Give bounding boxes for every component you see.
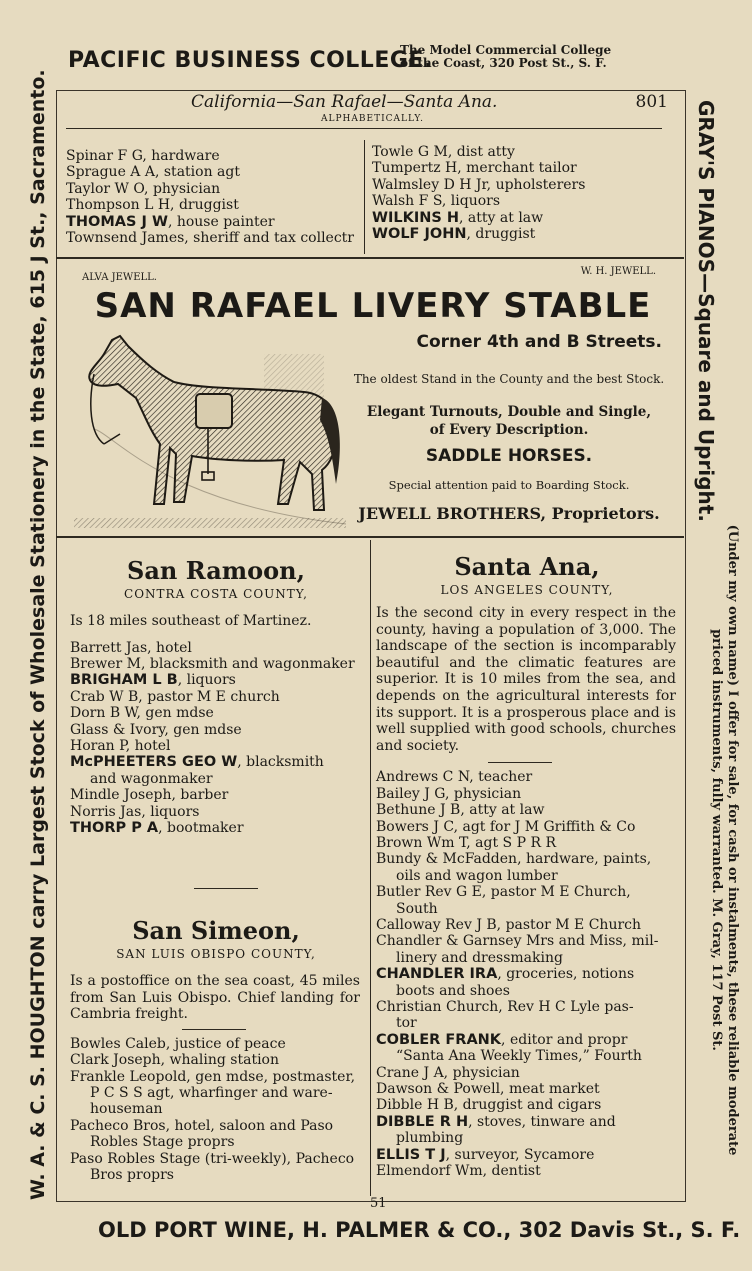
ad-name-right: W. H. JEWELL. — [580, 266, 656, 277]
listing-name-bold: WILKINS H — [372, 209, 460, 226]
ad-line5: Special attention paid to Boarding Stock. — [388, 478, 630, 492]
county-label: CONTRA COSTA COUNTY, — [124, 587, 308, 601]
listing-detail: , surveyor, Sycamore — [445, 1146, 595, 1163]
place-heading: Santa Ana, — [454, 552, 600, 581]
page-header — [66, 92, 674, 126]
listing-entry: Spinar F G, hardware — [66, 148, 220, 164]
listing-entry: Norris Jas, liquors — [70, 803, 200, 820]
ad-address: Corner 4th and B Streets. — [416, 332, 662, 352]
listing-entry: Towle G M, dist atty — [372, 144, 515, 160]
san-simeon-list — [70, 1036, 362, 1184]
left-margin-ad — [14, 69, 62, 1200]
listing-entry: Bowers J C, agt for J M Griffith & Co — [376, 818, 636, 835]
listing-entry: South — [396, 900, 438, 917]
right-margin-ad-body — [690, 520, 740, 1160]
listing-entry: Butler Rev G E, pastor M E Church, — [376, 884, 631, 901]
page-subtitle: ALPHABETICALLY. — [321, 114, 425, 124]
section-san-ramoon — [70, 556, 362, 836]
bottom-column-divider — [370, 540, 371, 1196]
listing-entry: Clark Joseph, whaling station — [70, 1052, 279, 1069]
listing-entry — [376, 1114, 678, 1130]
listing-entry: Dibble H B, druggist and cigars — [376, 1097, 602, 1114]
listing-entry: Sprague A A, station agt — [66, 164, 240, 181]
top-banner-sub-line2: of the Coast, 320 Post St., S. F. — [400, 56, 607, 70]
ad-bottom-rule — [56, 536, 684, 538]
listing-entry: Brown Wm T, agt S P R R — [376, 834, 556, 851]
listing-detail: , editor and propr — [501, 1031, 628, 1048]
county-label: SAN LUIS OBISPO COUNTY, — [116, 947, 316, 961]
listing-entry — [70, 672, 362, 688]
livery-stable-ad — [66, 262, 678, 532]
top-banner — [0, 40, 752, 88]
listing-name-bold: WOLF JOHN — [372, 226, 467, 243]
santa-ana-list — [376, 769, 678, 1179]
page-title: California—San Rafael—Santa Ana. — [191, 92, 498, 112]
listing-entry: Brewer M, blacksmith and wagonmaker — [70, 656, 355, 672]
place-description: Is 18 miles southeast of Martinez. — [70, 613, 312, 629]
listing-entry: Chandler & Garnsey Mrs and Miss, mil- — [376, 933, 659, 950]
listing-name-bold: CHANDLER IRA — [376, 966, 498, 983]
place-description: Is the second city in every respect in the county, having a population of 3,000. The landscape of the section is incomparably beautiful and the climatic features are superior. It is 10 miles from the sea, and depends on the agricultural interests for its support. It is a prosperous place and is well supplied with good schools, churches and society. — [376, 605, 676, 754]
top-banner-main: PACIFIC BUSINESS COLLEGE. — [68, 48, 433, 73]
listing-detail: , house painter — [167, 213, 275, 230]
listing-detail: , bootmaker — [158, 820, 244, 837]
listing-name-bold: ELLIS T J — [376, 1146, 446, 1163]
section-rule — [182, 1029, 246, 1030]
listing-entry: boots and shoes — [396, 982, 510, 999]
listing-name-bold: THOMAS J W — [66, 213, 168, 230]
listing-entry: and wagonmaker — [90, 770, 213, 787]
section-rule — [488, 762, 552, 763]
place-description: Is a postoffice on the sea coast, 45 miles from San Luis Obispo. Chief landing for Cambria freight. — [70, 973, 360, 1023]
ad-line4: SADDLE HORSES. — [425, 446, 593, 466]
listing-entry: Barrett Jas, hotel — [70, 639, 192, 656]
place-heading: San Simeon, — [132, 916, 300, 945]
listing-detail: , druggist — [466, 226, 536, 243]
horse-illustration — [74, 334, 346, 528]
top-column-divider — [364, 140, 365, 254]
listing-entry: Bailey J G, physician — [376, 785, 522, 802]
ad-line1: The oldest Stand in the County and the best Stock. — [353, 372, 665, 386]
right-margin-ad-body-text: (Under my own name) I offer for sale, for cash or instalments, these reliable moderate priced instruments, fully warranted. M. Gray, 117 Post St. — [709, 524, 740, 1156]
signature-mark: 51 — [370, 1196, 387, 1211]
listing-entry: Walsh F S, liquors — [372, 193, 501, 210]
right-margin-ad-title-text: GRAY'S PIANOS—Square and Upright. — [694, 100, 718, 522]
listing-entry: Mindle Joseph, barber — [70, 787, 229, 804]
listing-entry: Bethune J B, atty at law — [376, 802, 545, 819]
listing-entry: Bundy & McFadden, hardware, paints, — [376, 851, 652, 868]
listing-entry: Pacheco Bros, hotel, saloon and Paso — [70, 1117, 334, 1134]
listing-entry: Thompson L H, druggist — [66, 197, 239, 214]
listing-entry: Dawson & Powell, meat market — [376, 1081, 600, 1098]
page-number: 801 — [635, 92, 668, 112]
listing-entry — [70, 820, 362, 836]
listing-entry: P C S S agt, wharfinger and ware- — [90, 1085, 333, 1101]
listing-name-bold: DIBBLE R H — [376, 1113, 469, 1130]
section-rule — [194, 888, 258, 889]
listing-entry: plumbing — [396, 1130, 464, 1147]
listing-name-bold: McPHEETERS GEO W — [70, 754, 238, 771]
listing-entry — [376, 1147, 678, 1163]
section-santa-ana — [376, 552, 678, 1180]
listing-entry: Robles Stage proprs — [90, 1134, 235, 1151]
listing-entry: Andrews C N, teacher — [376, 769, 533, 786]
listing-entry — [70, 754, 362, 770]
listing-detail: , groceries, notions — [497, 966, 635, 983]
listing-entry: Townsend James, sheriff and tax collectr — [66, 230, 354, 247]
listing-detail: , atty at law — [459, 209, 544, 226]
listing-name-bold: THORP P A — [70, 820, 159, 837]
listing-entry: “Santa Ana Weekly Times,” Fourth — [396, 1048, 642, 1065]
listing-entry: Christian Church, Rev H C Lyle pas- — [376, 999, 634, 1016]
listing-entry: Glass & Ivory, gen mdse — [70, 721, 242, 738]
listing-name-bold: BRIGHAM L B — [70, 672, 178, 689]
listing-detail: , stoves, tinware and — [468, 1113, 616, 1130]
listing-entry: Taylor W O, physician — [66, 180, 221, 197]
ad-line2: Elegant Turnouts, Double and Single, — [366, 404, 652, 420]
ad-line3: of Every Description. — [429, 422, 589, 438]
listing-entry — [376, 1032, 678, 1048]
san-ramoon-list — [70, 640, 362, 837]
listing-entry — [376, 966, 678, 982]
ad-line6: JEWELL BROTHERS, Proprietors. — [358, 504, 660, 523]
listing-entry: oils and wagon lumber — [396, 867, 558, 884]
listing-entry: Frankle Leopold, gen mdse, postmaster, — [70, 1068, 356, 1085]
section-san-simeon — [70, 916, 362, 1183]
listing-entry: Paso Robles Stage (tri-weekly), Pacheco — [70, 1150, 355, 1167]
listing-entry: linery and dressmaking — [396, 949, 563, 966]
ad-top-rule — [56, 257, 684, 259]
listing-entry: Crab W B, pastor M E church — [70, 688, 280, 705]
listing-name-bold: COBLER FRANK — [376, 1031, 502, 1048]
listing-entry: Dorn B W, gen mdse — [70, 705, 214, 722]
listing-entry: Calloway Rev J B, pastor M E Church — [376, 917, 642, 933]
left-margin-ad-text: W. A. & C. S. HOUGHTON carry Largest Stock of Wholesale Stationery in the State, 615 J St., Sacramento. — [27, 69, 49, 1200]
top-banner-sub-line1: The Model Commercial College — [400, 43, 612, 57]
listing-entry: Elmendorf Wm, dentist — [376, 1163, 541, 1180]
listing-entry: Walmsley D H Jr, upholsterers — [372, 176, 586, 193]
ad-title: SAN RAFAEL LIVERY STABLE — [94, 286, 652, 326]
listing-entry: Tumpertz H, merchant tailor — [372, 160, 577, 177]
listing-entry: tor — [396, 1015, 417, 1032]
right-margin-ad-title — [684, 100, 728, 520]
ad-name-left: ALVA JEWELL. — [82, 272, 157, 283]
listing-entry: Horan P, hotel — [70, 738, 171, 755]
header-rule — [66, 128, 662, 129]
listing-entry — [66, 214, 361, 230]
listing-entry — [372, 226, 672, 242]
bottom-banner: OLD PORT WINE, H. PALMER & CO., 302 Davis St., S. F. — [98, 1218, 741, 1242]
listing-entry: Bros proprs — [90, 1167, 174, 1184]
place-heading: San Ramoon, — [127, 556, 305, 585]
listing-detail: , liquors — [177, 672, 236, 689]
listing-entry: Crane J A, physician — [376, 1064, 520, 1081]
listing-entry: houseman — [90, 1101, 163, 1118]
top-banner-sub — [400, 44, 690, 70]
listing-entry: Bowles Caleb, justice of peace — [70, 1035, 286, 1052]
top-right-list — [372, 144, 672, 242]
top-left-list — [66, 148, 361, 246]
county-label: LOS ANGELES COUNTY, — [440, 583, 614, 597]
listing-entry — [372, 210, 672, 226]
listing-detail: , blacksmith — [237, 754, 324, 771]
